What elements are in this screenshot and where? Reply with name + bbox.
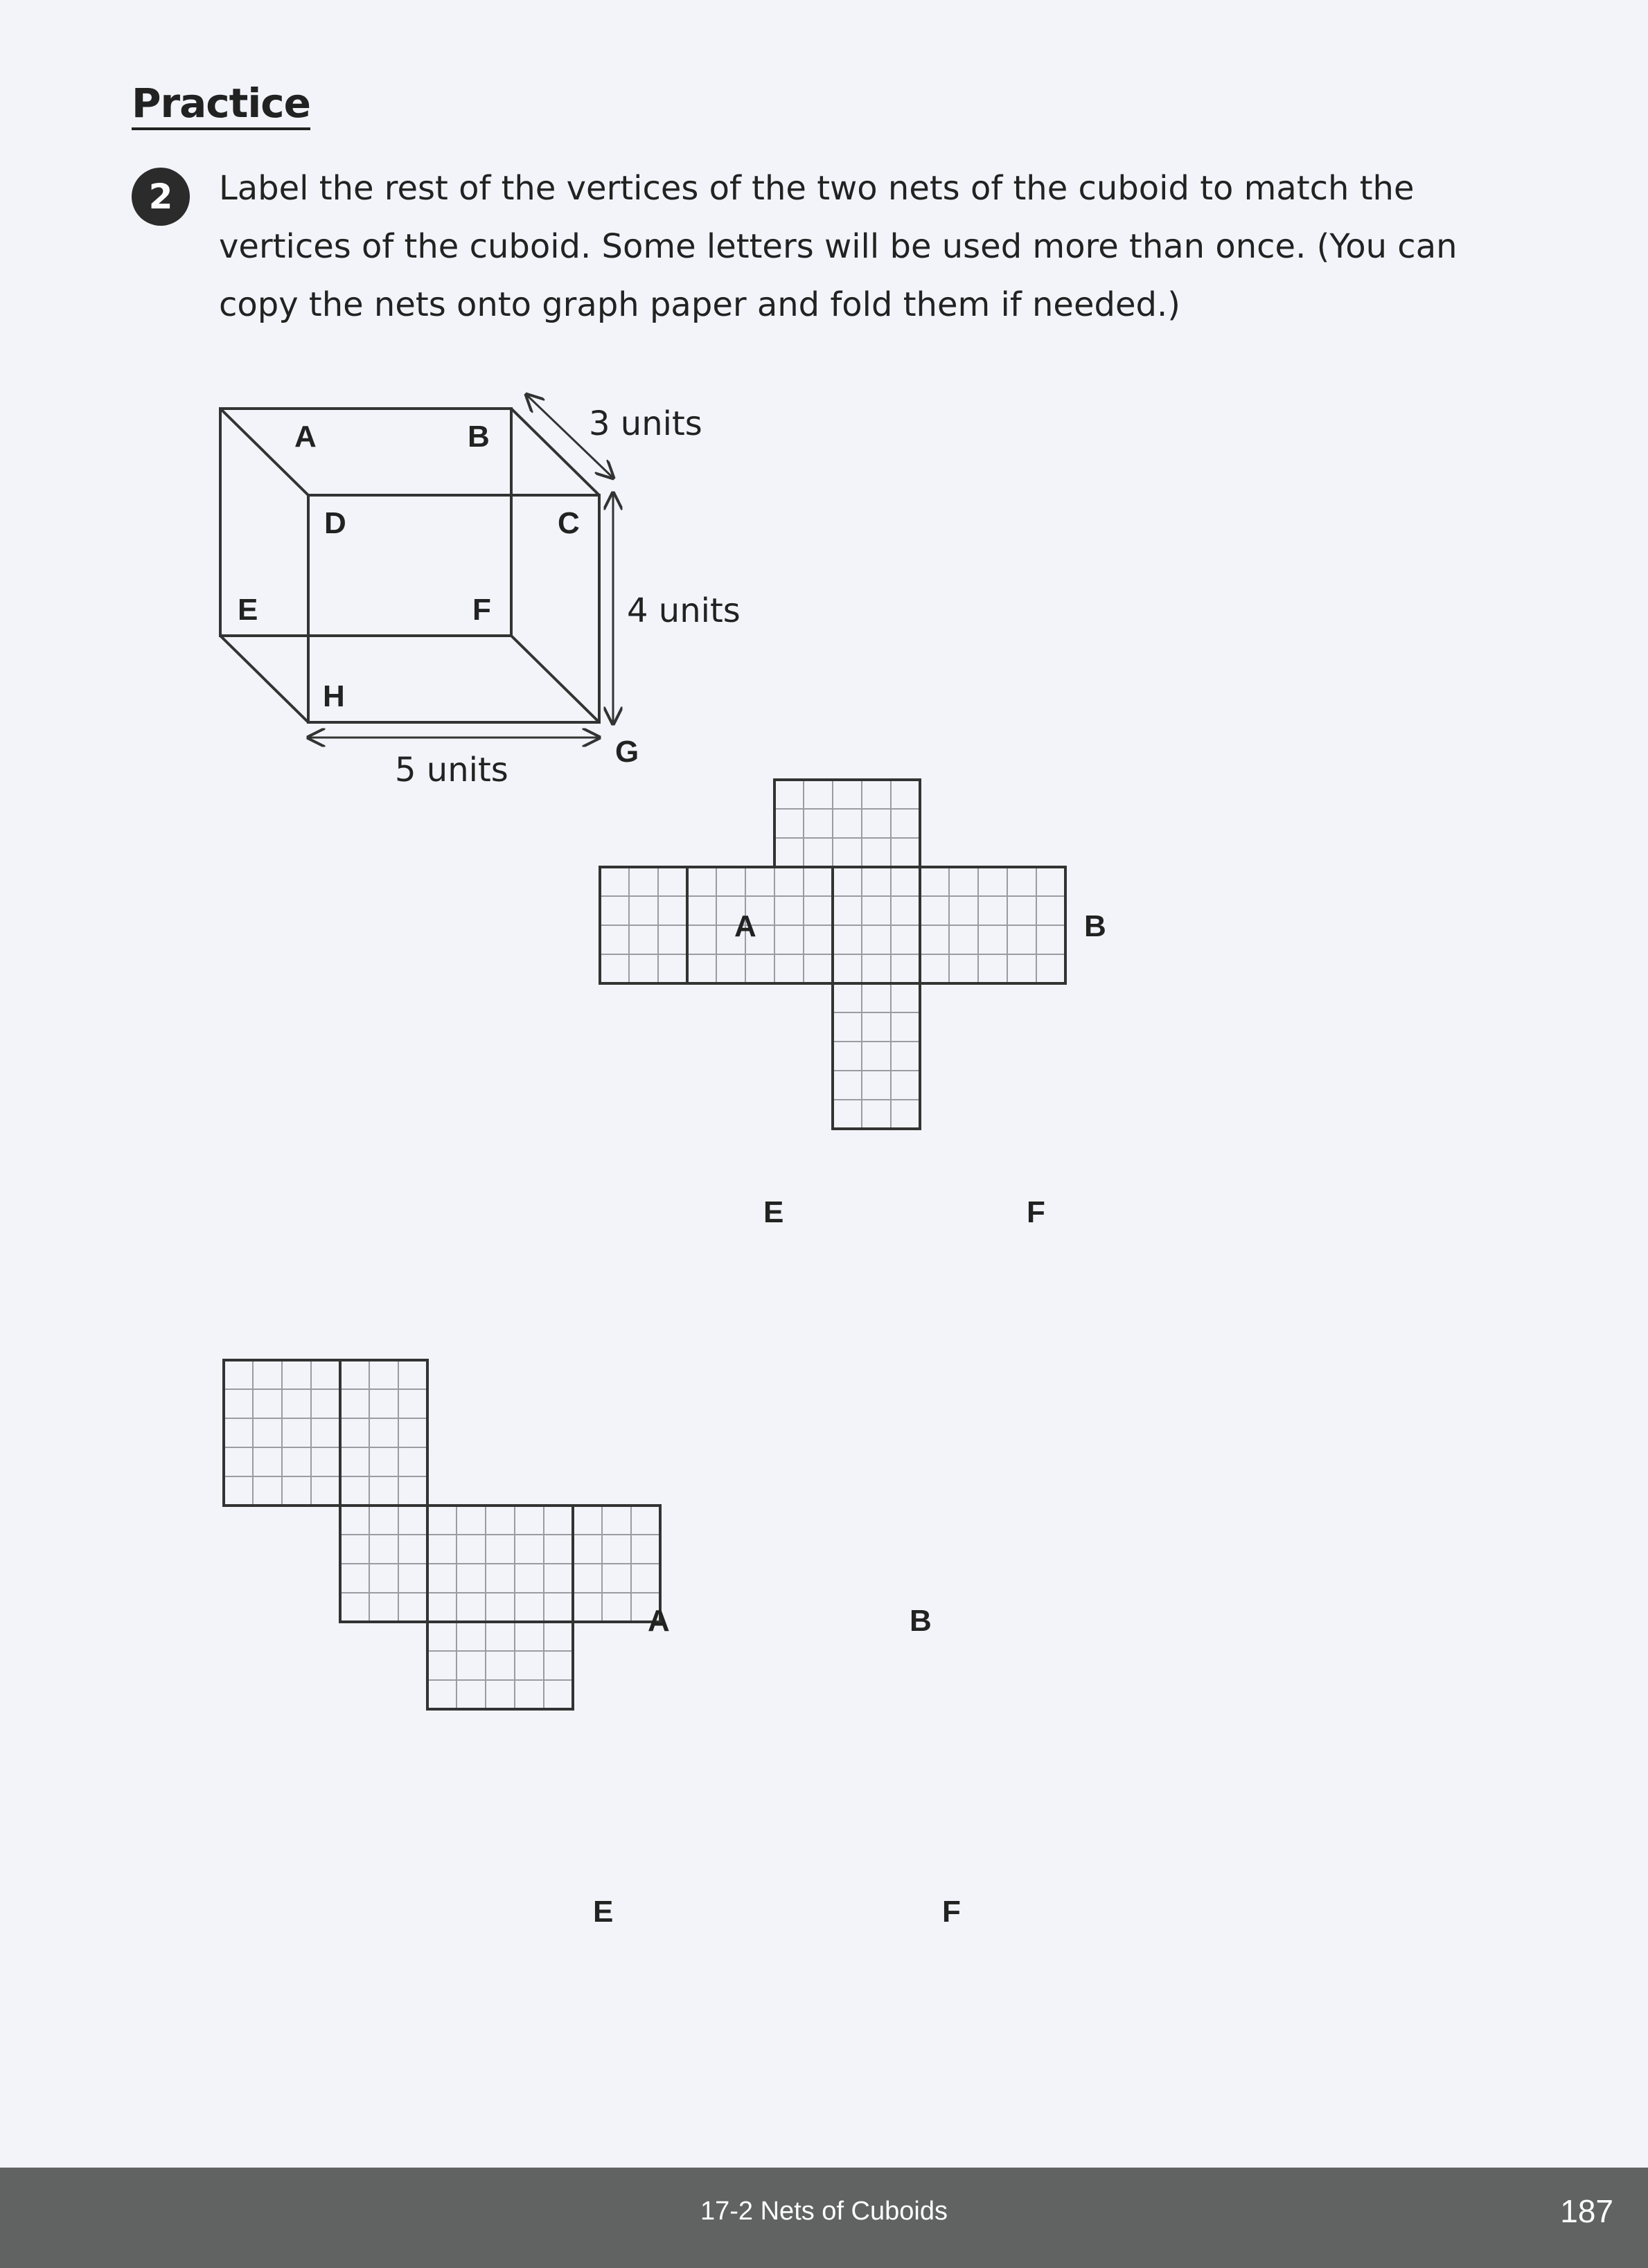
page-number: 187 bbox=[1560, 2193, 1613, 2229]
net2-label-f: F bbox=[942, 1895, 961, 1929]
net1-label-a: A bbox=[734, 909, 756, 943]
cuboid-vertex-g: G bbox=[615, 735, 639, 769]
cuboid-vertex-h: H bbox=[323, 679, 345, 713]
net1-label-f: F bbox=[1027, 1195, 1045, 1229]
net2-face-front bbox=[427, 1506, 573, 1622]
net-2 bbox=[224, 1360, 660, 1709]
net2-face-3 bbox=[340, 1506, 427, 1622]
net1-label-b: B bbox=[1084, 909, 1106, 943]
cuboid-vertex-c: C bbox=[558, 506, 580, 540]
cuboid-vertex-e: E bbox=[238, 593, 258, 627]
width-label: 5 units bbox=[395, 751, 508, 789]
cuboid-vertex-a: A bbox=[294, 420, 317, 454]
question-number-badge: 2 bbox=[132, 168, 190, 226]
net1-face-back bbox=[920, 867, 1065, 983]
net1-face-bottom bbox=[833, 983, 920, 1129]
net2-label-b: B bbox=[910, 1604, 932, 1638]
net1-face-top bbox=[774, 780, 920, 867]
net-1 bbox=[600, 780, 1065, 1129]
net1-face-front bbox=[687, 867, 833, 983]
net2-face-bottom bbox=[427, 1622, 573, 1709]
cuboid-vertex-b: B bbox=[468, 420, 490, 454]
net1-face-left bbox=[600, 867, 687, 983]
page-footer bbox=[0, 2168, 1648, 2268]
net2-label-e: E bbox=[593, 1895, 614, 1929]
net2-face-1 bbox=[224, 1360, 340, 1506]
height-label: 4 units bbox=[627, 591, 741, 630]
cuboid-vertex-d: D bbox=[324, 506, 346, 540]
net1-label-e: E bbox=[763, 1195, 784, 1229]
depth-label: 3 units bbox=[589, 404, 702, 443]
footer-title: 17-2 Nets of Cuboids bbox=[700, 2197, 948, 2226]
section-heading: Practice bbox=[132, 82, 310, 130]
net1-face-right bbox=[833, 867, 920, 983]
question-text: Label the rest of the vertices of the two nets of the cuboid to match the vertices of the cuboid. Some letters will be used more than once. (You can copy the nets onto graph paper and fold them if needed.) bbox=[219, 169, 1457, 324]
net2-face-2 bbox=[340, 1360, 427, 1506]
cuboid-vertex-f: F bbox=[472, 593, 491, 627]
cuboid-figure bbox=[220, 409, 599, 722]
net2-label-a: A bbox=[648, 1604, 670, 1638]
